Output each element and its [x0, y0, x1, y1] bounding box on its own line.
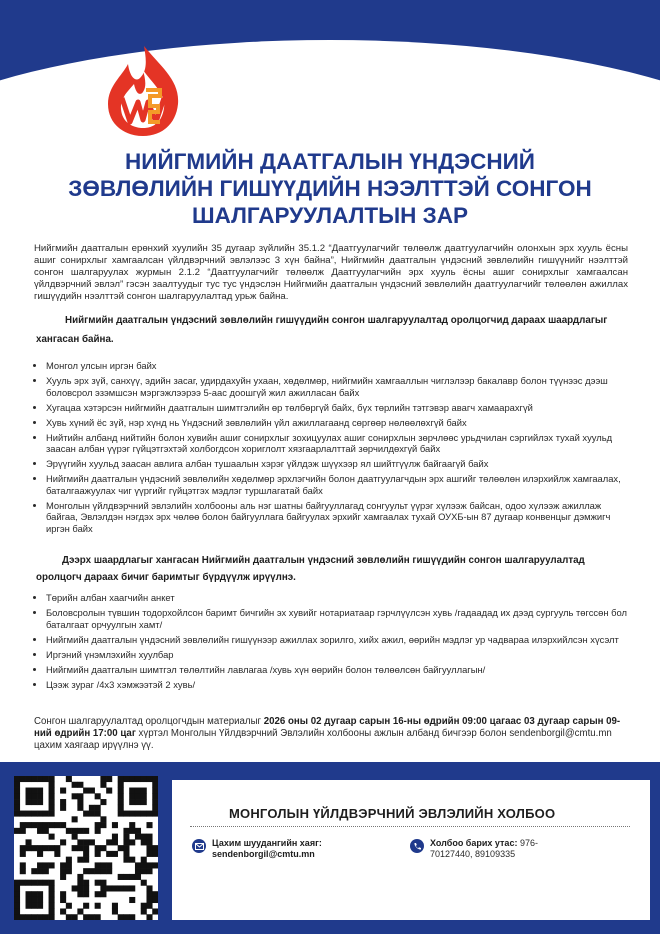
deadline-text-end: хүртэл Монголын Үйлдвэрчний Эвлэлийн холбооны ажлын албанд бичгээр болон sendenborgil@cmtu.mn цахим хаягаар ирүүлнэ үү. [34, 728, 612, 751]
deadline-paragraph [34, 716, 628, 752]
list-item: • Төрийн албан хаагчийн анкет [46, 592, 631, 604]
list-item: • Нийгмийн даатгалын үндэсний зөвлөлийн хөдөлмөр эрхлэгчийн болон даатгуулагчдын эрх ашгийг төлөөлөн илэрхийлж хамгаалах, баталгаажуулах чиг үүргийг гүйцэтгэх мэдлэг туршлагатай байх [46, 473, 631, 496]
requirements-list [34, 360, 631, 538]
list-item: • Монгол улсын иргэн байх [46, 360, 631, 372]
deadline-dates: 2026 оны 02 дугаар сарын 16-ны өдрийн 09:00 цагаас 03 дугаар сарын 09-ний өдрийн 17:00 цаг [34, 716, 621, 739]
list-item: • Нийтийн албанд нийтийн болон хувийн ашиг сонирхлыг зохицуулах ашиг сонирхлын зөрчлөөс урьдчилан сэргийлэх тухай хуульд заасан албан үүрэг гүйцэтгэхтэй холбогдсон хориглолт хязгаарлалттай зөрчилдөхгүй байх [46, 432, 631, 455]
email-value[interactable]: sendenborgil@cmtu.mn [212, 849, 315, 859]
page-title [60, 148, 600, 229]
mongolian-federation-flame-logo-icon [100, 42, 186, 138]
list-item: • Хувь хүний ёс зүй, нэр хүнд нь Үндэсний зөвлөлийн үйл ажиллагаанд сөргөөр нөлөөлөхгүй байх [46, 417, 631, 429]
deadline-text: Сонгон шалгаруулалтад оролцогчдын материалыг [34, 716, 264, 727]
list-item: • Боловсролын түвшин тодорхойлсон баримт бичгийн эх хувийг нотариатаар гэрчлүүлсэн хувь /гадаадад их дээд сургууль төгссөн бол баталгаат орчуулгын хамт/ [46, 607, 631, 630]
list-item: • Хугацаа хэтэрсэн нийгмийн даатгалын шимтгэлийн өр төлбөргүй байх, бүх төрлийн тэтгэвэр авагч хамаарахгүй [46, 402, 631, 414]
phone-value[interactable]: 976-70127440, 89109335 [430, 838, 538, 859]
qr-code-icon[interactable] [14, 776, 158, 920]
list-item: • Монголын үйлдвэрчний эвлэлийн холбооны аль нэг шатны байгууллагад сонгуульт үүрэг хүлээж байсан, одоо хүлээж ажиллаж байгаа, Эвлэлдэн нэгдэх эрх чөлөө болон байгууллага байгуулах эрхийг хамгаалах тухай ОУХБ-ын 87 дугаар конвенцыг дэмжигч иргэн байх [46, 500, 631, 535]
intro-paragraph: Нийгмийн даатгалын ерөнхий хуулийн 35 дугаар зүйлийн 35.1.2 “Даатгуулагчийг төлөөлж даатгуулагчийн олонхын эрх хууль ёсны ашиг сонирхлыг хамгаалсан үйлдвэрчний эвлэлээс 3 хүн байна”, Нийгмийн даатгалын үндэсний зөвлөлийн гишүүнийг нээлттэй сонгон шалгаруулах журмын 2.1.2 “Даатгуулагчийг төлөөлж Даатгуулагчийн эрх хууль ёсны ашиг сонирхлыг хамгаалсан үйлдвэрчний эвлэл” гэсэн заалтуудыг тус тус үндэслэн Нийгмийн даатгалын үндэсний зөвлөлийн даатгуулагчийг төлөөлөн ажиллах гишүүдийн нээлттэй сонгон шалгаруулалтад урьж байна. [34, 243, 628, 302]
phone-contact [410, 838, 560, 860]
email-contact [192, 838, 322, 860]
qr-code-panel [14, 776, 158, 920]
title-line: ЗӨВЛӨЛИЙН ГИШҮҮДИЙН НЭЭЛТТЭЙ СОНГОН [68, 176, 592, 201]
list-item: • Цээж зураг /4х3 хэмжээтэй 2 хувь/ [46, 679, 631, 691]
organization-name: МОНГОЛЫН ҮЙЛДВЭРЧНИЙ ЭВЛЭЛИЙН ХОЛБОО [229, 806, 556, 821]
phone-label: Холбоо барих утас: [430, 838, 518, 848]
documents-heading-cont: оролцогч дараах бичиг баримтыг бүрдүүлж ирүүлнэ. [36, 572, 296, 583]
phone-icon [410, 839, 424, 853]
dotted-divider [190, 826, 630, 827]
list-item: • Хууль эрх зүй, санхүү, эдийн засаг, удирдахуйн ухаан, хөдөлмөр, нийгмийн хамгааллын чиглэлээр бакалавр болон түүнээс дээш боловсрол эзэмшсэн мэргэжлээрээ 5-аас доошгүй жил ажилласан байх [46, 375, 631, 398]
envelope-icon [192, 839, 206, 853]
list-item: • Эрүүгийн хуульд заасан авлига албан тушаалын хэрэг үйлдэж шүүхээр ял шийтгүүлж байгаагүй байх [46, 458, 631, 470]
documents-list [34, 592, 631, 694]
requirements-heading: Нийгмийн даатгалын үндэсний зөвлөлийн гишүүдийн сонгон шалгаруулалтад оролцогчид дараах шаардлагыг [65, 315, 608, 326]
list-item: • Нийгмийн даатгалын шимтгэл төлөлтийн лавлагаа /хувь хүн өөрийн болон төлөөлсөн байгууллагын/ [46, 664, 631, 676]
title-line: ШАЛГАРУУЛАЛТЫН ЗАР [191, 203, 469, 228]
title-line: НИЙГМИЙН ДААТГАЛЫН ҮНДЭСНИЙ [125, 149, 535, 174]
list-item: • Нийгмийн даатгалын үндэсний зөвлөлийн гишүүнээр ажиллах зорилго, хийх ажил, өөрийн мэдлэг ур чадвараа илэрхийлсэн хүсэлт [46, 634, 631, 646]
documents-heading: Дээрх шаардлагыг хангасан Нийгмийн даатгалын үндэсний зөвлөлийн гишүүдийн сонгон шалгаруулалтад [62, 555, 585, 566]
list-item: • Иргэний үнэмлэхийн хуулбар [46, 649, 631, 661]
email-label: Цахим шуудангийн хаяг: [212, 838, 322, 848]
requirements-heading-cont: хангасан байна. [36, 334, 114, 345]
